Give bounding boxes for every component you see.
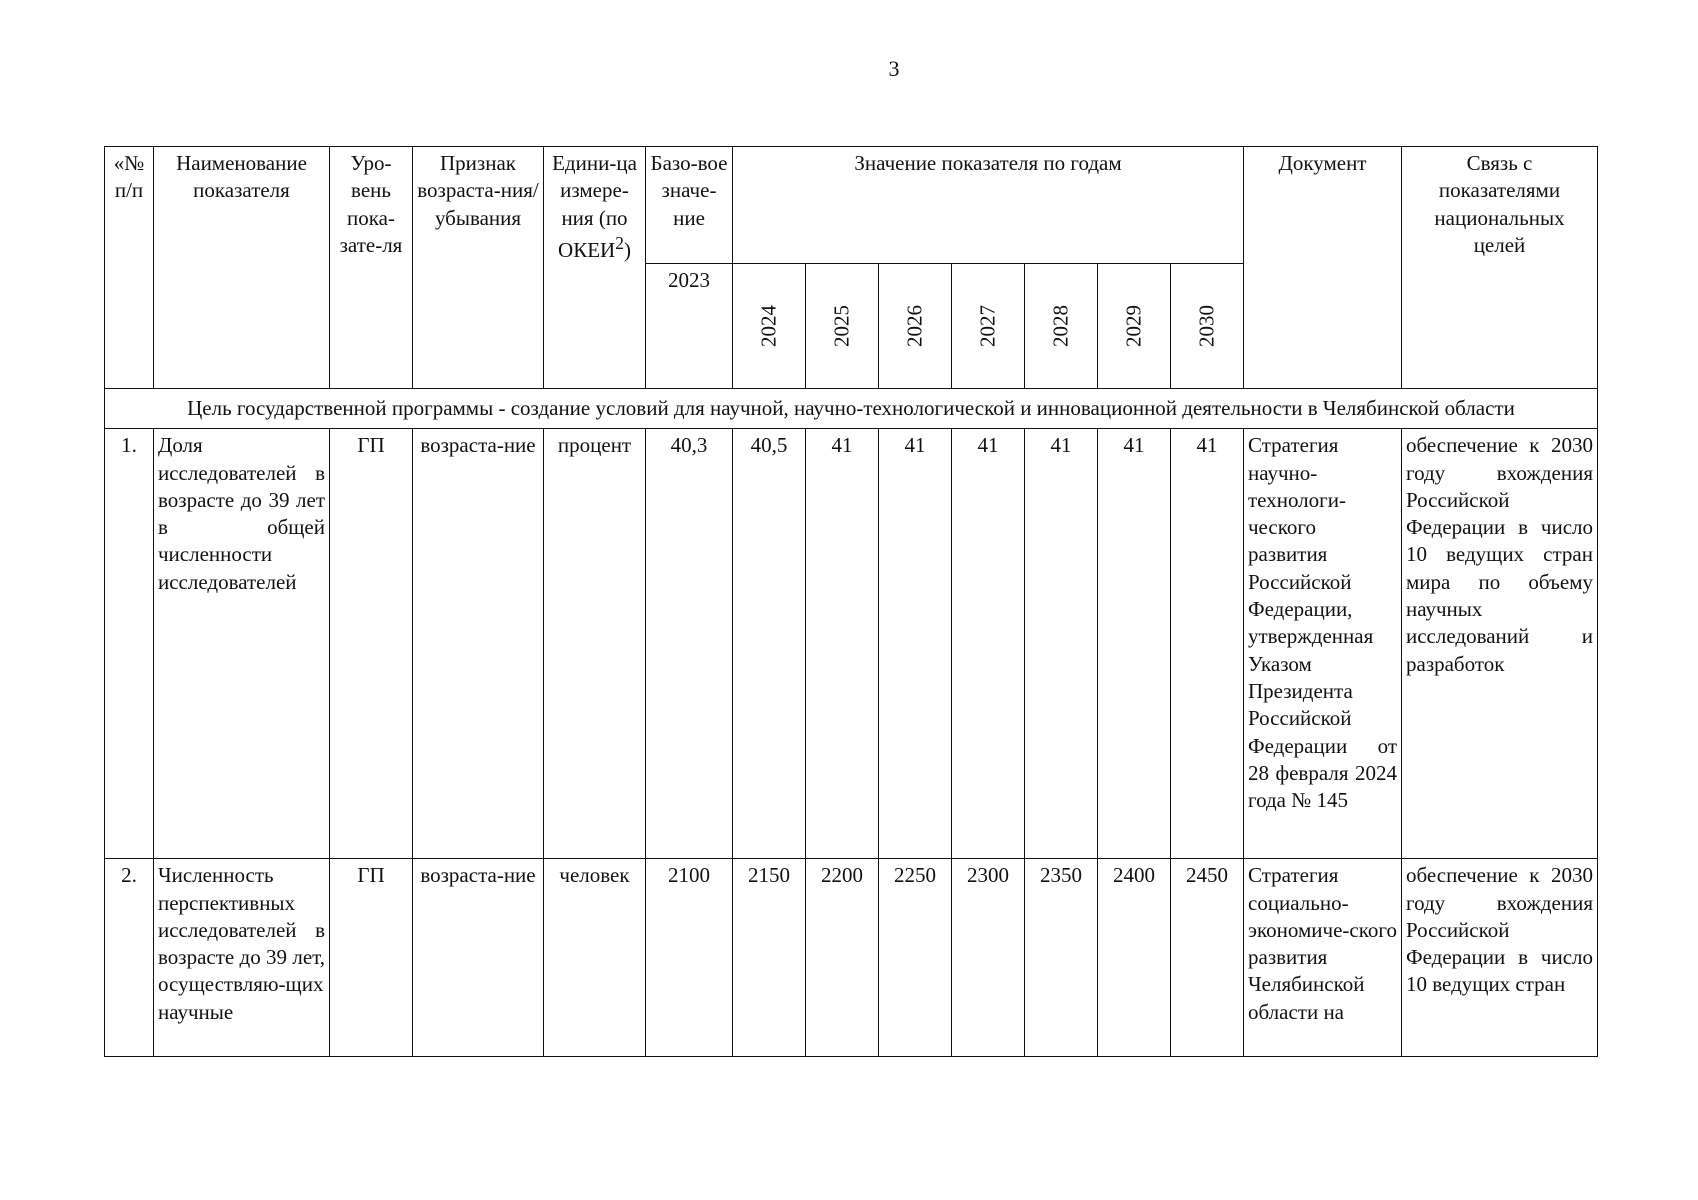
base-value: 40,3 [646,429,733,859]
row-num: 1. [105,429,154,859]
national-goal-link: обеспечение к 2030 году вхождения Российской Федерации в число 10 ведущих стран [1402,859,1598,1057]
header-unit-close: ) [623,237,631,262]
year-value: 41 [1025,429,1098,859]
year-value: 2350 [1025,859,1098,1057]
header-base: Базо-вое значе-ние [646,147,733,264]
year-value: 41 [806,429,879,859]
header-year: 2024 [733,264,806,389]
indicator-level: ГП [330,859,413,1057]
indicator-unit: человек [544,859,646,1057]
year-value: 2300 [952,859,1025,1057]
source-document: Стратегия социально-экономиче-ского развития Челябинской области на [1244,859,1402,1057]
header-year: 2029 [1098,264,1171,389]
indicator-level: ГП [330,429,413,859]
header-year: 2028 [1025,264,1098,389]
header-unit-text: Едини-ца измере-ния (по ОКЕИ [552,151,637,262]
indicator-sign: возраста-ние [413,859,544,1057]
header-year: 2027 [952,264,1025,389]
year-value: 41 [1098,429,1171,859]
year-value: 41 [1171,429,1244,859]
table-row [105,859,1598,1057]
header-years-title: Значение показателя по годам [733,147,1244,264]
page-number: 3 [888,56,900,81]
year-value: 2250 [879,859,952,1057]
header-sign: Признак возраста-ния/ убывания [413,147,544,389]
program-goal: Цель государственной программы - создание условий для научной, научно-технологической и инновационной деятельности в Челябинской области [105,389,1598,429]
header-year: 2025 [806,264,879,389]
header-num: «№ п/п [105,147,154,389]
indicator-name: Численность перспективных исследователей в возрасте до 39 лет, осуществляю-щих научные [154,859,330,1057]
indicator-name: Доля исследователей в возрасте до 39 лет в общей численности исследователей [154,429,330,859]
indicators-table [104,146,1598,1057]
year-value: 41 [879,429,952,859]
header-level: Уро-вень пока-зате-ля [330,147,413,389]
indicator-unit: процент [544,429,646,859]
year-value: 2150 [733,859,806,1057]
source-document: Стратегия научно-технологи-ческого развития Российской Федерации, утвержденная Указом Президента Российской Федерации от 28 февраля 2024 года № 145 [1244,429,1402,859]
row-num: 2. [105,859,154,1057]
base-value: 2100 [646,859,733,1057]
table-row [105,429,1598,859]
national-goal-link: обеспечение к 2030 году вхождения Российской Федерации в число 10 ведущих стран мира по объему научных исследований и разработок [1402,429,1598,859]
header-unit-footnote: 2 [615,232,624,253]
goal-row [105,389,1598,429]
header-link: Связь с показателями национальных целей [1402,147,1598,389]
header-name: Наименование показателя [154,147,330,389]
indicator-sign: возраста-ние [413,429,544,859]
header-row-1 [105,147,1598,264]
header-year: 2026 [879,264,952,389]
year-value: 41 [952,429,1025,859]
header-year: 2030 [1171,264,1244,389]
year-value: 40,5 [733,429,806,859]
header-unit [544,147,646,389]
year-value: 2200 [806,859,879,1057]
header-base-year: 2023 [646,264,733,389]
header-document: Документ [1244,147,1402,389]
year-value: 2400 [1098,859,1171,1057]
year-value: 2450 [1171,859,1244,1057]
